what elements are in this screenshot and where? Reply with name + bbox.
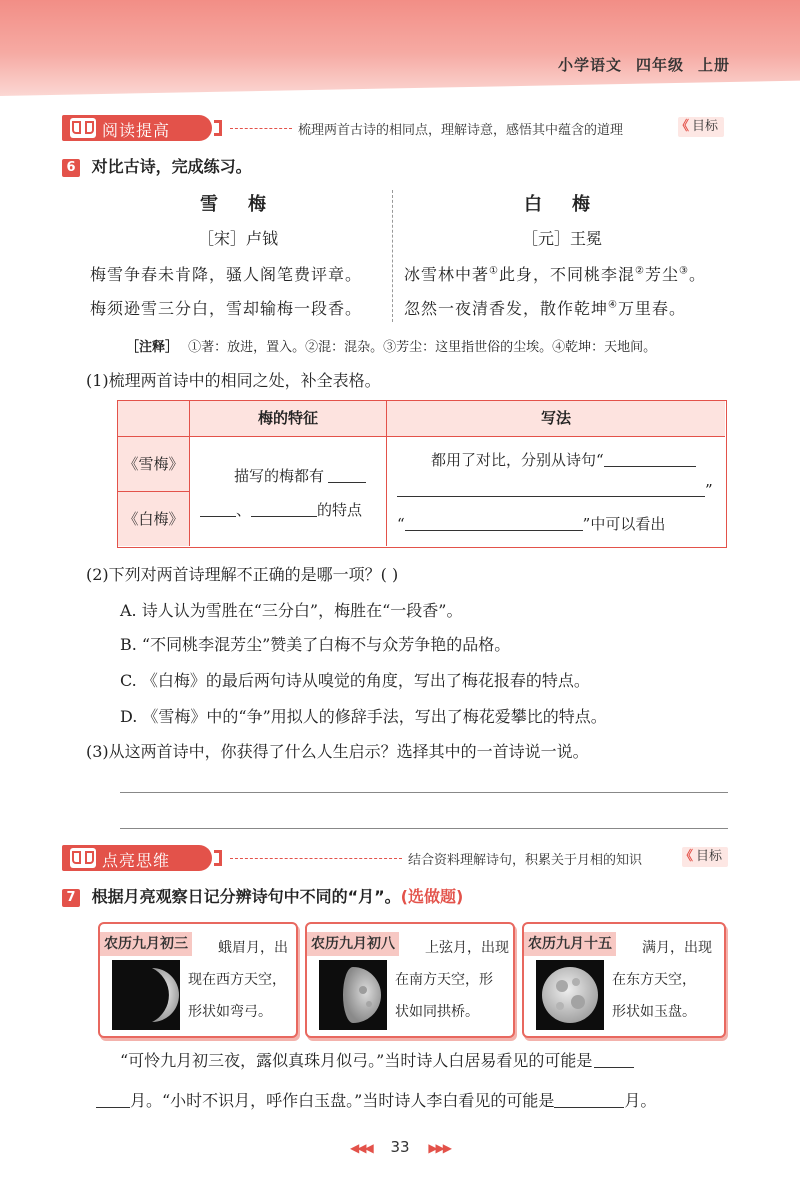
section-badge [62,115,212,141]
option-d[interactable]: D. 《雪梅》中的“争”用拟人的修辞手法，写出了梅花爱攀比的特点。 [120,707,607,726]
book-label [558,54,730,75]
poem-2-line-1-part: 芳尘 [644,265,679,284]
poem-1-author: ［宋］卢钺 [198,229,279,248]
table-row-label-xuemei: 《雪梅》 [118,437,190,492]
moon-desc-1: 蛾眉月，出 [218,940,288,956]
method-text: “ [397,515,405,533]
poem-1-line-1: 梅雪争春未肯降，骚人阁笔费评章。 [90,265,363,284]
section-heading-thinking [62,845,730,871]
feature-text: 描写的梅都有 [234,467,325,485]
section-dashed-line [230,128,292,129]
moon-card-first-quarter [305,922,515,1038]
right-arrows-icon: ▶▶▶ [428,1141,451,1155]
moon-desc-2: 在东方天空， [612,972,696,988]
moon-card-full [522,922,726,1038]
answer-blank[interactable] [397,496,705,497]
poem-2-line-1-part: 。 [688,265,706,284]
section-goal: 结合资料理解诗句，积累关于月相的知识 [408,853,643,868]
option-a[interactable]: A. 诗人认为雪胜在“三分白”，梅胜在“一段香”。 [120,601,463,620]
header-band [0,0,800,96]
feature-separator: 、 [236,501,252,519]
table-header-method: 写法 [387,401,725,437]
section-bracket [214,120,222,136]
moon-desc-3: 形状如弯弓。 [188,1004,272,1020]
sub-question-1: (1)梳理两首诗中的相同之处，补全表格。 [86,371,381,390]
answer-blank[interactable] [328,482,366,483]
book-icon [70,848,96,868]
moon-desc-2: 在南方天空，形 [395,972,493,988]
annotation-notes [126,336,656,355]
notes-label: ［注释］ [126,340,179,355]
answer-blank[interactable] [594,1067,634,1068]
moon-date-label: 农历九月初三 [100,932,192,956]
question-title: 根据月亮观察日记分辨诗句中不同的“月”。 [91,887,401,906]
poem-2-line-2-part: 忽然一夜清香发，散作乾坤 [404,299,609,318]
half-moon-icon [319,960,387,1030]
section-dashed-line [230,858,402,859]
moon-desc-3: 状如同拱桥。 [395,1004,479,1020]
footnote-marker: ④ [608,299,618,311]
answer-line-1[interactable] [120,792,728,793]
moon-diary-cards [98,922,726,1038]
question-number: 6 [62,159,80,177]
footnote-marker: ② [635,265,645,277]
question-7-heading [62,884,463,907]
comparison-table [117,400,727,548]
poem-2-line-2-part: 万里春。 [617,299,686,318]
option-b[interactable]: B. “不同桃李混芳尘”赞美了白梅不与众芳争艳的品格。 [120,635,511,654]
q7-text: “可怜九月初三夜，露似真珠月似弓。”当时诗人白居易看见的可能是 [120,1051,593,1070]
answer-blank[interactable] [200,516,236,517]
table-feature-cell [190,437,387,546]
answer-blank[interactable] [96,1107,130,1108]
method-text: ”中可以看出 [582,515,666,533]
book-icon [70,118,96,138]
feature-line-2 [200,499,362,520]
grade-label: 四年级 [635,56,684,74]
poem-divider [392,190,393,322]
poem-2-line-2 [404,296,686,319]
subject-label: 小学语文 [557,56,622,74]
poem-2-author: ［元］王冕 [522,229,603,248]
footnote-marker: ① [489,265,499,277]
section-title: 点亮思维 [102,851,171,870]
table-corner [118,401,190,437]
moon-date-label: 农历九月十五 [524,932,616,956]
moon-desc-3: 形状如玉盘。 [612,1004,696,1020]
poem-2-title: 白梅 [524,194,620,215]
poem-2-line-1-part: 此身，不同桃李混 [498,265,635,284]
method-line-2 [397,481,713,499]
q7-text: 月。 [624,1091,657,1110]
moon-date-label: 农历九月初八 [307,932,399,956]
option-c[interactable]: C. 《白梅》的最后两句诗从嗅觉的角度，写出了梅花报春的特点。 [120,671,590,690]
method-line-3 [397,513,665,534]
left-arrows-icon: ◀◀◀ [349,1141,372,1155]
q7-sentence-2 [96,1088,656,1111]
feature-text: 的特点 [317,501,363,519]
poem-2-line-1 [404,262,706,285]
crescent-moon-icon [112,960,180,1030]
page-footer [0,1138,800,1156]
moon-card-crescent [98,922,298,1038]
sub-question-3: (3)从这两首诗中，你获得了什么人生启示？选择其中的一首诗说一说。 [86,742,589,761]
answer-line-2[interactable] [120,828,728,829]
volume-label: 上册 [697,56,730,74]
notes-text: ①著：放进，置入。②混：混杂。③芳尘：这里指世俗的尘埃。④乾坤：天地间。 [188,340,657,355]
goal-tag: 《 目标 [682,847,728,867]
answer-blank[interactable] [604,466,696,467]
poem-1-line-2: 梅须逊雪三分白，雪却输梅一段香。 [90,299,363,318]
poem-1-title: 雪梅 [200,194,296,215]
question-number: 7 [62,889,80,907]
footnote-marker: ③ [678,265,689,277]
method-line-1 [431,449,696,470]
q7-text: 月。“小时不识月，呼作白玉盘。”当时诗人李白看见的可能是 [130,1091,555,1110]
question-6-heading [62,154,252,177]
section-heading-reading [62,115,727,141]
answer-blank[interactable] [251,516,317,517]
moon-desc-2: 现在西方天空， [188,972,286,988]
section-goal: 梳理两首古诗的相同点，理解诗意，感悟其中蕴含的道理 [298,123,624,138]
answer-blank[interactable] [405,530,583,531]
answer-blank[interactable] [554,1107,624,1108]
section-title: 阅读提高 [102,121,171,140]
feature-line-1 [234,465,366,486]
table-header-feature: 梅的特征 [190,401,387,437]
table-row-label-baimei: 《白梅》 [118,492,190,546]
full-moon-icon [536,960,604,1030]
poem-2-line-1-part: 冰雪林中著 [404,265,490,284]
section-bracket [214,850,222,866]
table-method-cell [387,437,725,546]
method-text: ” [705,481,713,499]
q7-sentence-1 [120,1048,634,1071]
sub-question-2: (2)下列对两首诗理解不正确的是哪一项？( ) [86,565,399,584]
question-title: 对比古诗，完成练习。 [91,157,252,176]
moon-desc-1: 上弦月，出现 [425,940,509,956]
goal-tag: 《 目标 [678,117,724,137]
section-badge [62,845,212,871]
page-number: 33 [390,1138,410,1156]
method-text: 都用了对比，分别从诗句“ [431,451,604,469]
optional-tag: (选做题) [400,887,464,906]
moon-desc-1: 满月，出现 [642,940,712,956]
